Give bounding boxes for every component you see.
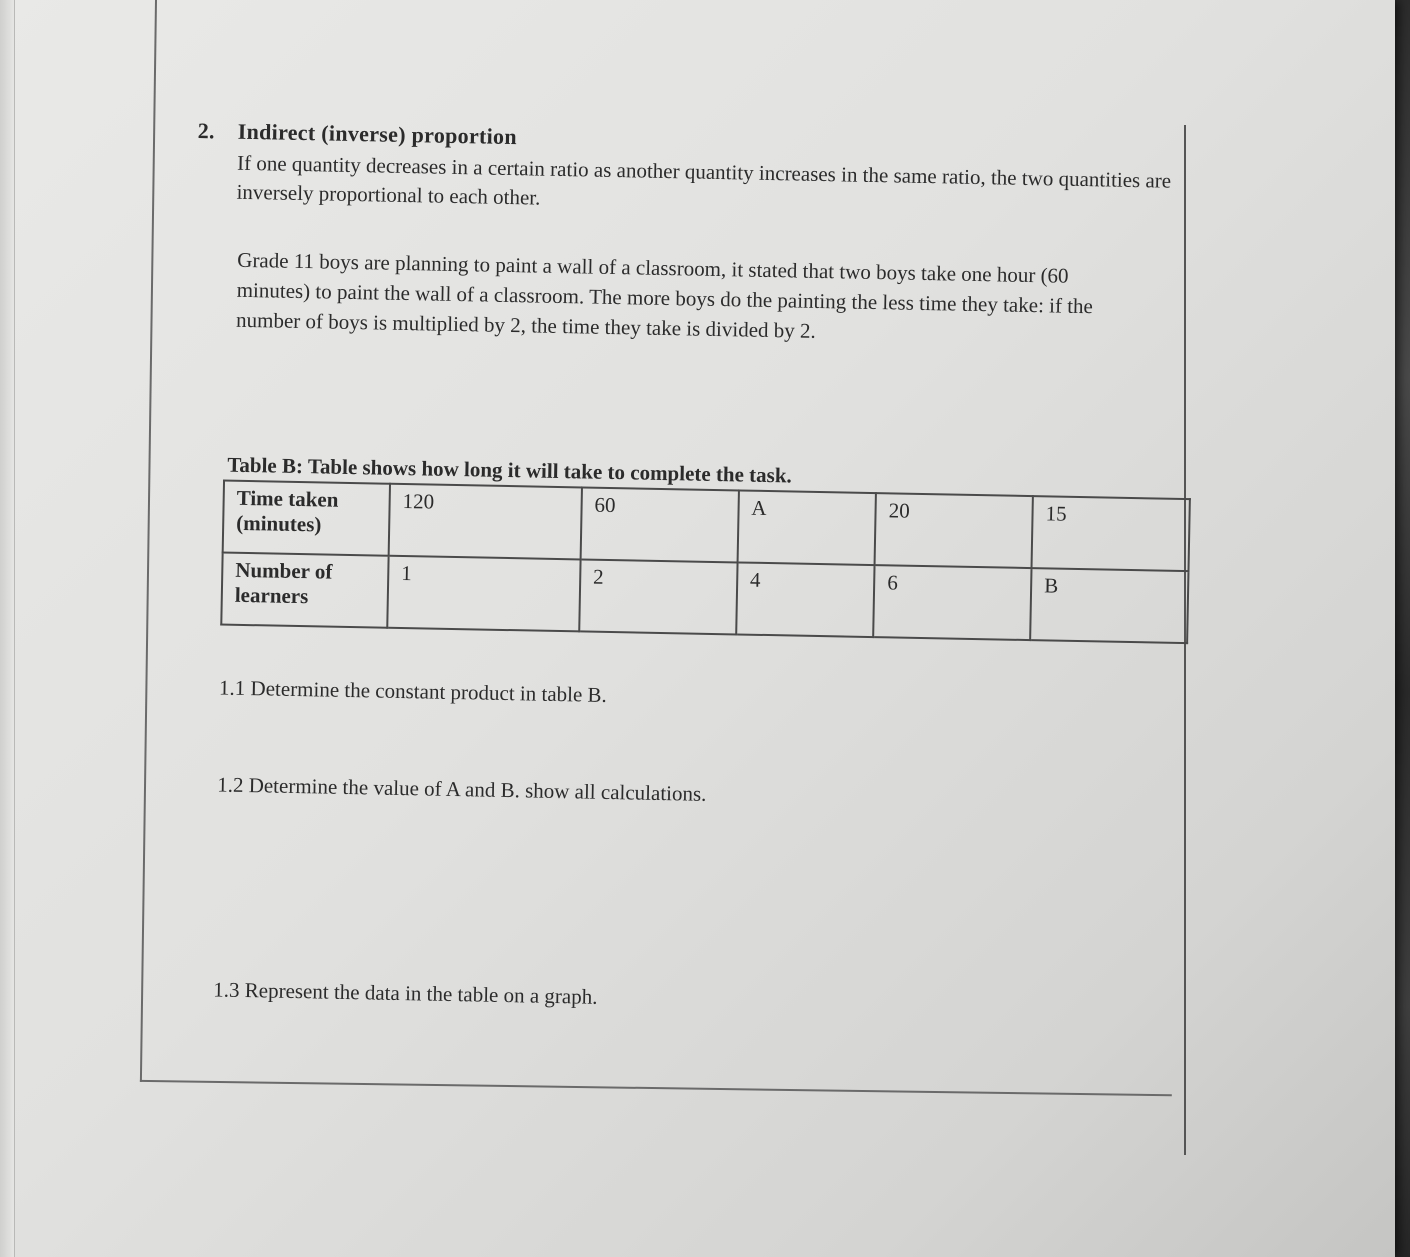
table-caption: Table B: Table shows how long it will take to complete the task. bbox=[227, 452, 793, 488]
table-cell: 4 bbox=[736, 562, 875, 637]
table-cell: 6 bbox=[873, 565, 1031, 640]
page-left-edge bbox=[0, 0, 15, 1257]
question-1-3: 1.3 Represent the data in the table on a graph. bbox=[213, 977, 598, 1009]
table-cell: 60 bbox=[581, 487, 739, 562]
table-cell: 20 bbox=[875, 493, 1033, 568]
worksheet-content bbox=[181, 118, 1188, 1021]
question-1-1: 1.1 Determine the constant product in table B. bbox=[218, 675, 608, 707]
table-cell: 120 bbox=[389, 484, 582, 560]
definition-text: If one quantity decreases in a certain ratio as another quantity increases in the same ratio, the two quantities are inversely proportional to each other. bbox=[236, 150, 1172, 210]
section-number: 2. bbox=[197, 118, 216, 144]
table-cell: 2 bbox=[579, 559, 737, 634]
scenario-text: Grade 11 boys are planning to paint a wall of a classroom, it stated that two boys take one hour (60 minutes) to paint the wall of a classroom. The more boys do the painting the less time they take: if the number of boys is multiplied by 2, the time they take is divided by 2. bbox=[235, 247, 1094, 343]
row-header-time: Time taken (minutes) bbox=[223, 481, 390, 556]
table-cell: B bbox=[1030, 568, 1188, 643]
table-cell: 15 bbox=[1032, 496, 1190, 571]
section-title: Indirect (inverse) proportion bbox=[237, 118, 518, 150]
table-cell: 1 bbox=[387, 556, 580, 632]
table-cell: A bbox=[737, 490, 876, 565]
question-1-2: 1.2 Determine the value of A and B. show all calculations. bbox=[216, 772, 707, 806]
proportion-table bbox=[220, 480, 1191, 645]
row-header-learners: Number of learners bbox=[221, 553, 388, 628]
